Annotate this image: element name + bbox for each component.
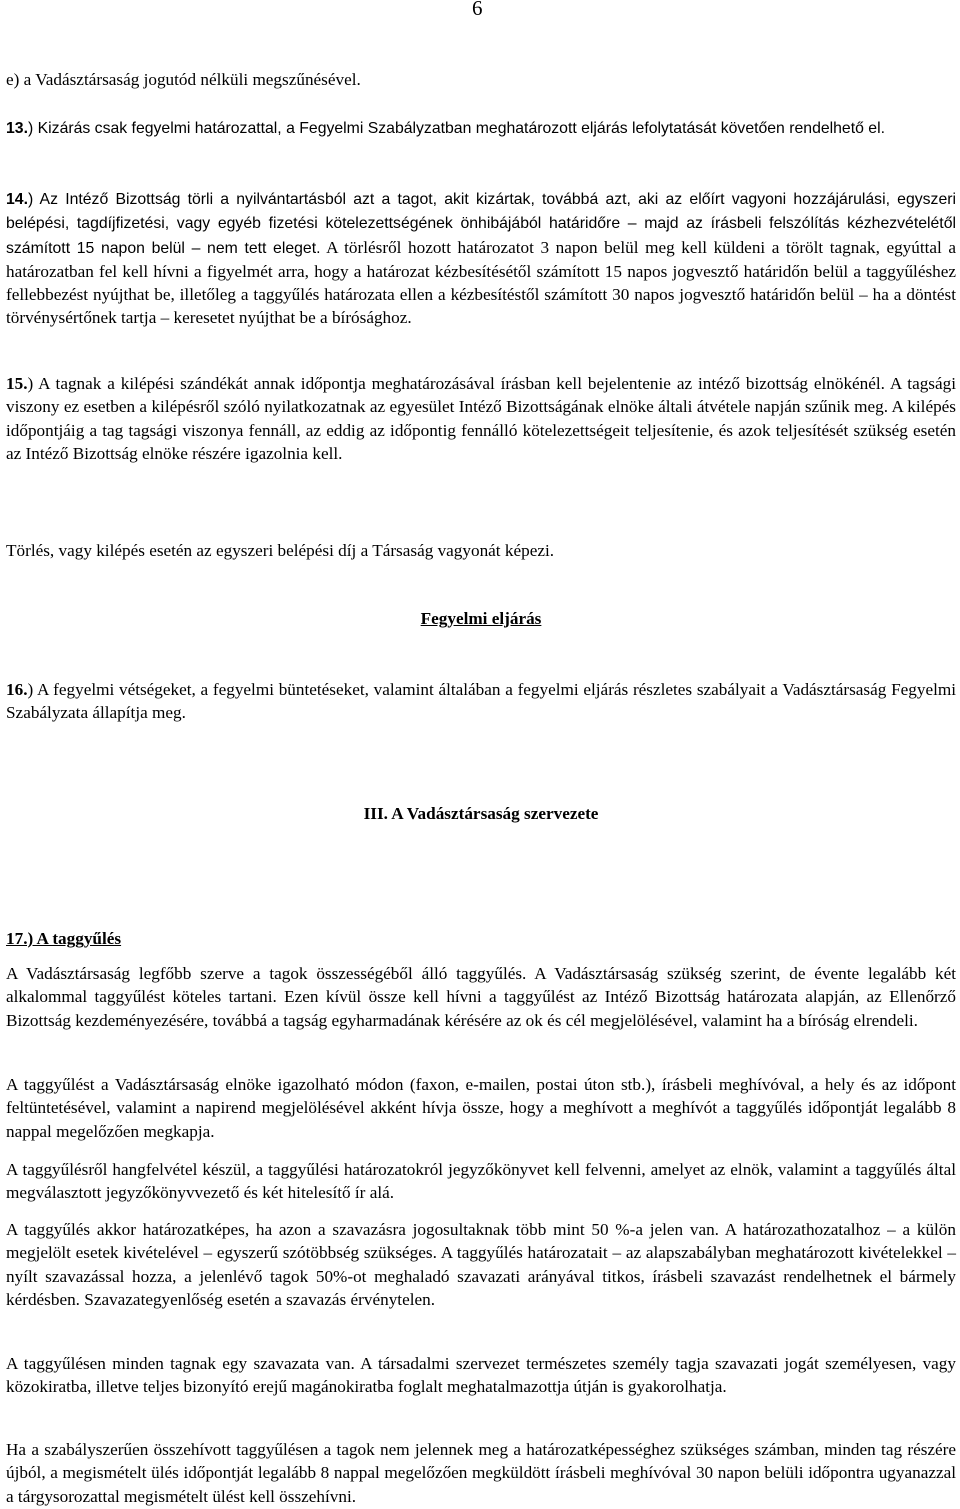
p17-paragraph-3: A taggyűlésről hangfelvétel készül, a taggyűlési határozatokról jegyzőkönyvet kell felvenni, amelyet az elnök, valamint a taggyűlés által megválasztott jegyzőkönyvvezető és két hitelesítő ír alá. <box>6 1160 956 1203</box>
heading-section-3: III. A Vadásztársaság szervezete <box>363 804 599 823</box>
p17-paragraph-2: A taggyűlést a Vadásztársaság elnöke igazolható módon (faxon, e-mailen, postai úton stb.), írásbeli meghívóval, a hely és az időpont feltüntetésével, valamint a napirend megjelölésével akként hívja össze, hogy a meghívott a meghívót a taggyűlés időpontját legalább 8 nappal megelőzően megkapja. <box>6 1075 956 1141</box>
paragraph-15 <box>6 372 956 465</box>
paragraph-13-number: 13. <box>6 120 28 137</box>
paragraph-16-text: ) A fegyelmi vétségeket, a fegyelmi büntetéseket, valamint általában a fegyelmi eljárás részletes szabályait a Vadásztársaság Fegyelmi Szabályzata állapítja meg. <box>6 680 956 723</box>
heading-17: 17.) A taggyűlés <box>6 929 122 948</box>
paragraph-15-number: 15. <box>6 374 28 393</box>
p17-paragraph-4: A taggyűlés akkor határozatképes, ha azon a szavazásra jogosultaknak több mint 50 %-a jelen van. A határozathozatalhoz – a külön megjelölt esetek kivételével – egyszerű szótöbbség szükséges. A taggyűlés határozatait – az alapszabályban meghatározott kivételekkel – nyílt szavazással hozza, a jelenlévő tagok 50%-ot meghaladó szavazati arányával titkos, írásbeli szavazást rendelhetnek el bármely kérdésben. Szavazategyenlőség esetén a szavazás érvénytelen. <box>6 1220 956 1309</box>
paragraph-13-text: ) Kizárás csak fegyelmi határozattal, a Fegyelmi Szabályzatban meghatározott eljárás lefolytatását követően rendelhető el. <box>27 120 885 137</box>
paragraph-16-number: 16. <box>6 680 28 699</box>
p17-paragraph-6: Ha a szabályszerűen összehívott taggyűlésen a tagok nem jelennek meg a határozatképességhez szükséges számban, minden tag részére újból, a megismételt ülés időpontját legalább 8 nappal megelőzően megküldött írásbeli meghívóval 30 napon belüli időpontra ugyanazzal a tárgysorozattal megismételt ülést kell összehívni. <box>6 1440 956 1506</box>
paragraph-14-text-part1: ) Az Intéző Bizottság törli a nyilvántartásból azt a tagot, akit kizártak, továbbá azt, aki az előírt vagyoni hozzájárulási, egyszeri belépési, tagdíjfizetési, vagy egyéb fizetési kötelezettségének önhibájából határidőre – majd az írásbeli felszólítás kézhezvételétől számított 15 napon belül – nem tett eleget. <box>6 191 956 257</box>
heading-disciplinary-procedure: Fegyelmi eljárás <box>420 609 542 628</box>
paragraph-14-text-part2: A törlésről hozott határozatot 3 napon belül meg kell küldeni a törölt tagnak, egyúttal a határozatban fel kell hívni a figyelmét arra, hogy a határozat kézbesítésétől számított 15 napos jogvesztő határidőn belül a taggyűléshez fellebbezést nyújthat be, illetőleg a taggyűlés határozata ellen a kézbesítéstől számított 30 napos jogvesztő határidőn belül – ha a döntést törvénysértőnek tartja – keresetet nyújthat be a bírósághoz. <box>6 237 957 328</box>
page-number: 6 <box>472 0 483 20</box>
item-e: e) a Vadásztársaság jogutód nélküli megszűnésével. <box>6 70 361 89</box>
deletion-note: Törlés, vagy kilépés esetén az egyszeri belépési díj a Társaság vagyonát képezi. <box>6 541 555 560</box>
p17-paragraph-5: A taggyűlésen minden tagnak egy szavazata van. A társadalmi szervezet természetes személy tagja szavazati jogát személyesen, vagy közokiratba, illetve teljes bizonyító erejű magánokiratba foglalt meghatalmazottja útján is gyakorolhatja. <box>6 1354 956 1397</box>
paragraph-13 <box>6 117 956 140</box>
paragraph-14 <box>6 187 956 330</box>
paragraph-14-number: 14. <box>6 191 28 208</box>
paragraph-16 <box>6 678 956 725</box>
p17-paragraph-1: A Vadásztársaság legfőbb szerve a tagok összességéből álló taggyűlés. A Vadásztársaság szükség szerint, de évente legalább két alkalommal taggyűlést köteles tartani. Ezen kívül össze kell hívni a taggyűlést az Intéző Bizottság határozata alapján, az Ellenőrző Bizottság kezdeményezésére, továbbá a tagság egyharmadának kérésére az ok és cél megjelölésével, valamint ha a bíróság elrendeli. <box>6 964 956 1030</box>
paragraph-15-text: ) A tagnak a kilépési szándékát annak időpontja meghatározásával írásban kell bejelentenie az intéző bizottság elnökénél. A tagsági viszony ez esetben a kilépésről szóló nyilatkozatnak az egyesület Intéző Bizottságának elnöke általi átvétele napján szűnik meg. A kilépés időpontjáig a tag tagsági viszonya fennáll, az eddig az időpontig fennálló kötelezettségeit teljesítenie, és azok teljesítését szükség esetén az Intéző Bizottság elnöke részére igazolnia kell. <box>6 374 956 463</box>
